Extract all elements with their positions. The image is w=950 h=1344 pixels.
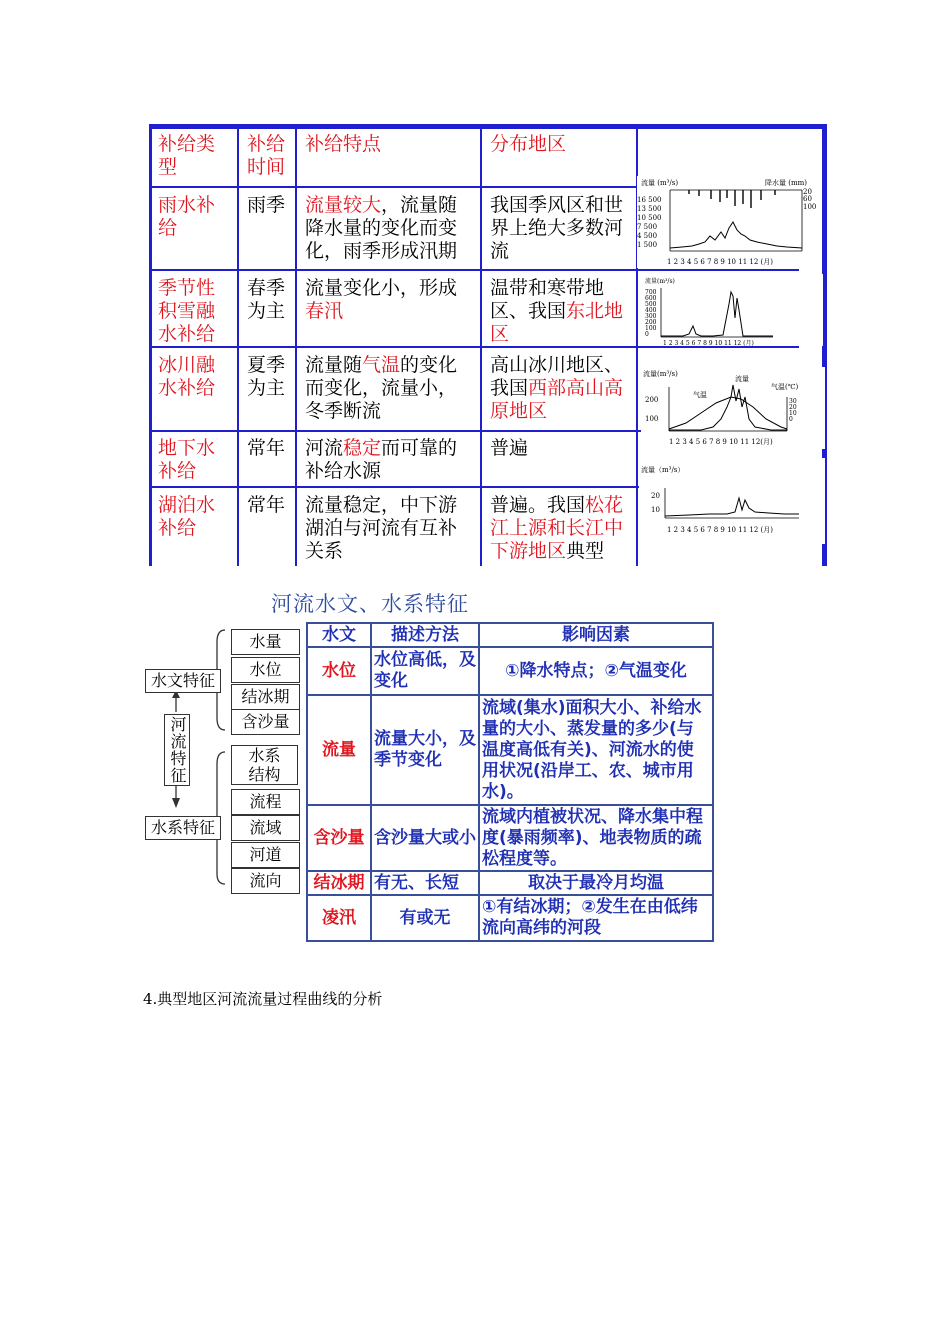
text-segment: 流量随 (305, 354, 363, 376)
section-heading: 4.典型地区河流流量过程曲线的分析 (143, 990, 383, 1008)
text-segment: 稳定 (343, 437, 382, 459)
row-region (490, 494, 635, 563)
text-segment: 典型 (566, 540, 605, 562)
header-feature: 补给特点 (305, 133, 382, 155)
row-region (490, 194, 635, 263)
row-key: 水位 (307, 647, 371, 695)
tree-leaf: 河道 (231, 842, 300, 868)
text-segment: 高山冰川地区、我国 (490, 354, 624, 399)
row-time: 雨季 (247, 194, 286, 216)
svg-text:1 500: 1 500 (637, 241, 658, 249)
svg-text:16 500: 16 500 (637, 196, 662, 204)
chart-x-label: 1 2 3 4 5 6 7 8 9 10 11 12(月) (669, 438, 773, 446)
svg-text:20: 20 (651, 492, 660, 500)
row-divider (149, 346, 799, 348)
lake-recharge-chart (639, 458, 825, 544)
svg-text:10: 10 (789, 410, 797, 417)
row-key: 含沙量 (307, 805, 371, 871)
text-segment: 西部高山高原地区 (490, 377, 624, 422)
rain-recharge-chart (637, 176, 822, 268)
flow-line (661, 292, 773, 336)
recharge-table (149, 124, 827, 566)
row-desc: 含沙量大或小 (371, 805, 479, 871)
flow-line (669, 385, 787, 430)
svg-text:400: 400 (645, 307, 657, 314)
river-feature-node: 河流特征 (164, 714, 190, 786)
row-type: 季节性积雪融水补给 (158, 277, 216, 345)
header-desc: 描述方法 (371, 623, 479, 647)
text-segment: 松花江上源和长江中下游地区 (490, 494, 624, 562)
snow-recharge-chart (643, 274, 823, 346)
tree-leaf: 含沙量 (231, 709, 300, 735)
tree-leaf: 水系结构 (231, 745, 298, 785)
table-row (307, 805, 713, 871)
hydro-feature-node: 水文特征 (145, 669, 221, 693)
text-segment: 流量较大 (305, 194, 382, 216)
tree-leaf: 流程 (231, 789, 300, 815)
row-key: 结冰期 (307, 871, 371, 895)
svg-text:7 500: 7 500 (637, 223, 658, 231)
row-factor: ①有结冰期；②发生在由低纬流向高纬的河段 (479, 895, 713, 941)
tree-leaf: 流域 (231, 815, 300, 841)
row-time: 常年 (247, 494, 286, 516)
row-desc: 流量大小，及季节变化 (371, 695, 479, 805)
text-segment: 气温 (362, 354, 401, 376)
row-time: 夏季为主 (247, 354, 286, 399)
svg-text:20: 20 (789, 404, 797, 411)
svg-text:20: 20 (803, 188, 812, 196)
table-row (307, 871, 713, 895)
svg-text:100: 100 (803, 203, 817, 211)
svg-text:100: 100 (645, 415, 659, 423)
temp-legend: 气温 (693, 391, 707, 399)
header-type: 补给类型 (158, 133, 216, 178)
row-region (490, 277, 640, 346)
svg-text:200: 200 (645, 319, 657, 326)
text-segment: 流量稳定，中下游湖泊与河流有互补关系 (305, 494, 458, 562)
column-divider (295, 124, 297, 566)
chart-y2-label: 气温(℃) (771, 383, 799, 391)
svg-text:4 500: 4 500 (637, 232, 658, 240)
glacier-recharge-chart (641, 367, 825, 449)
row-divider (149, 269, 799, 271)
row-key: 流量 (307, 695, 371, 805)
row-region (490, 437, 635, 460)
tree-leaf: 流向 (231, 868, 300, 894)
row-type: 冰川融水补给 (158, 354, 216, 399)
svg-text:600: 600 (645, 295, 657, 302)
svg-text:700: 700 (645, 289, 657, 296)
row-factor: 流域(集水)面积大小、补给水量的大小、蒸发量的多少(与温度高低有关)、河流水的使用状况(沿岸工、农、城市用水)。 (479, 695, 713, 805)
row-factor: 流域内植被状况、降水集中程度(暴雨频率)、地表物质的疏松程度等。 (479, 805, 713, 871)
chart-y-label: 流量 (m³/s) (641, 179, 679, 187)
header-hydro: 水文 (307, 623, 371, 647)
svg-text:0: 0 (789, 416, 793, 423)
text-segment: ，流量随降水量的变化而变化，雨季形成汛期 (305, 194, 458, 262)
row-time: 春季为主 (247, 277, 286, 322)
row-key: 凌汛 (307, 895, 371, 941)
chart-y-label: 流量(m³/s) (643, 370, 678, 378)
text-segment: 的变化而变化，流量小，冬季断流 (305, 354, 458, 422)
chart-y-label: 流量(m³/s) (645, 278, 675, 285)
svg-text:500: 500 (645, 301, 657, 308)
row-feature (305, 354, 475, 423)
chart-x-label: 1 2 3 4 5 6 7 8 9 10 11 12 (月) (667, 258, 773, 266)
text-segment: 而可靠的补给水源 (305, 437, 458, 482)
text-segment: 普遍 (490, 437, 529, 459)
row-desc: 有或无 (371, 895, 479, 941)
svg-text:200: 200 (645, 396, 659, 404)
flow-legend: 流量 (735, 375, 749, 383)
table-row (307, 647, 713, 695)
text-segment: 东北地区 (490, 300, 624, 345)
header-time: 补给时间 (247, 133, 286, 178)
svg-text:30: 30 (789, 398, 797, 405)
tree-leaf: 结冰期 (231, 684, 300, 710)
chart-y2-label: 降水量 (mm) (765, 179, 807, 187)
row-desc: 有无、长短 (371, 871, 479, 895)
header-region: 分布地区 (490, 133, 567, 155)
row-feature (305, 277, 475, 323)
svg-text:13 500: 13 500 (637, 205, 662, 213)
text-segment: 温带和寒带地区、我国 (490, 277, 605, 322)
svg-text:300: 300 (645, 313, 657, 320)
row-type: 雨水补给 (158, 194, 216, 239)
chart-y2-ticks (803, 188, 816, 211)
chart-y-ticks (637, 196, 662, 249)
row-feature (305, 494, 475, 563)
row-factor: 取决于最冷月均温 (479, 871, 713, 895)
chart-y-ticks (651, 492, 660, 514)
svg-text:10: 10 (651, 506, 660, 514)
chart-y-ticks (645, 289, 657, 338)
column-divider (480, 124, 482, 566)
chart-x-label: 1 2 3 4 5 6 7 8 9 10 11 12 (月) (663, 340, 754, 346)
row-feature (305, 194, 475, 263)
row-desc: 水位高低，及变化 (371, 647, 479, 695)
row-feature (305, 437, 475, 483)
table-header-row (307, 623, 713, 647)
chart-x-label: 1 2 3 4 5 6 7 8 9 10 11 12 (月) (667, 526, 773, 534)
svg-text:100: 100 (645, 325, 657, 332)
temp-line (669, 397, 787, 429)
column-divider (237, 124, 239, 566)
svg-text:60: 60 (803, 195, 812, 203)
row-region (490, 354, 635, 423)
text-segment: 河流 (305, 437, 344, 459)
flow-line (665, 498, 799, 516)
chart-y-label: 流量（m³/s） (641, 466, 685, 474)
header-factor: 影响因素 (479, 623, 713, 647)
svg-text:0: 0 (645, 331, 649, 338)
table-row (307, 695, 713, 805)
text-segment: 我国季风区和世界上绝大多数河流 (490, 194, 624, 262)
text-segment: 普遍。我国 (490, 494, 586, 516)
text-segment: 流量变化小，形成 (305, 277, 458, 299)
flow-line (670, 222, 802, 248)
chart-y2-ticks (789, 398, 797, 423)
hydro-table (306, 622, 714, 942)
rainfall-bars (689, 190, 775, 208)
chart-y-ticks (645, 396, 658, 423)
tree-leaf: 水位 (231, 657, 300, 683)
table-row (307, 895, 713, 941)
tree-leaf: 水量 (231, 629, 300, 655)
row-time: 常年 (247, 437, 286, 459)
row-factor: ①降水特点；②气温变化 (479, 647, 713, 695)
system-feature-node: 水系特征 (145, 816, 221, 840)
hydro-title: 河流水文、水系特征 (271, 592, 469, 616)
svg-text:10 500: 10 500 (637, 214, 662, 222)
row-type: 地下水补给 (158, 437, 216, 482)
text-segment: 春汛 (305, 300, 344, 322)
row-type: 湖泊水补给 (158, 494, 216, 539)
